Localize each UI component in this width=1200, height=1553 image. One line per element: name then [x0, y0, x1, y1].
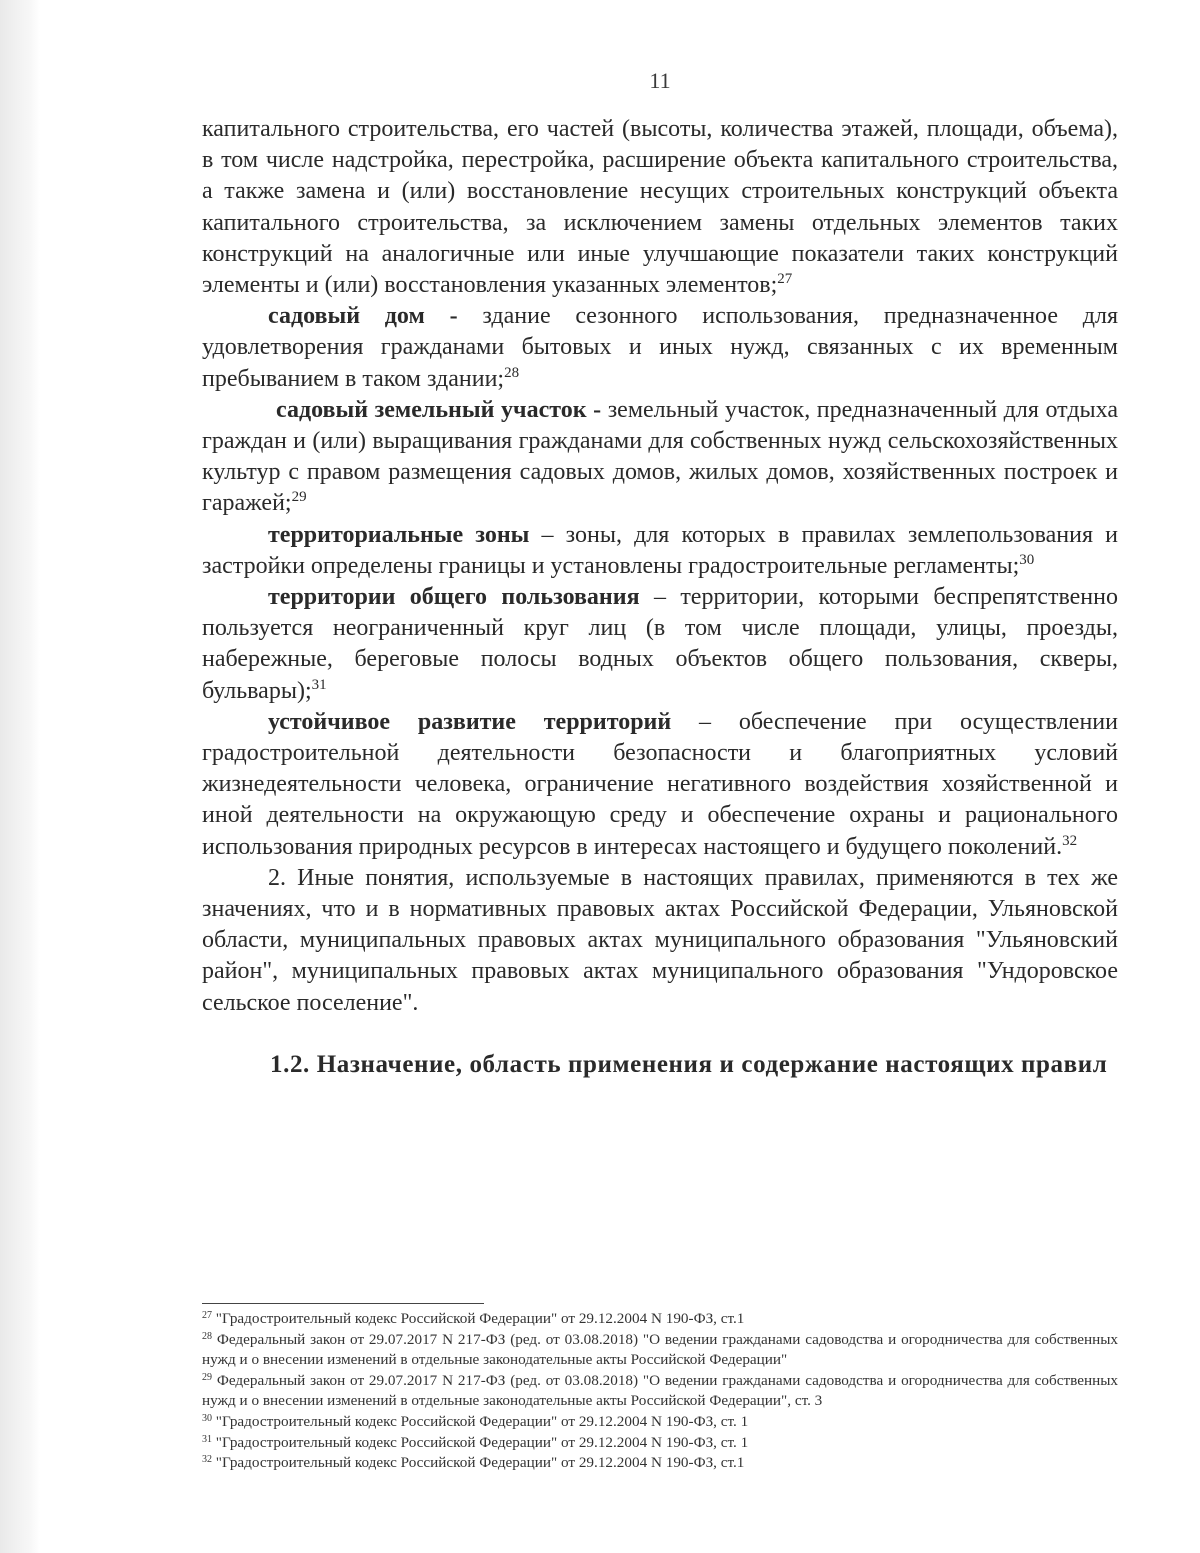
footnote-text: Федеральный закон от 29.07.2017 N 217-ФЗ (ред. от 03.08.2018) "О ведении гражданами садоводства и огородничества для собственных нужд и о внесении изменений в отдельные законодательные акты Российской Федерации" [202, 1330, 1118, 1369]
paragraph-text: 2. Иные понятия, используемые в настоящих правилах, применяются в тех же значениях, что и в нормативных правовых актах Российской Федерации, Ульяновской области, муниципальных правовых актах муниципального образования "Ульяновский район", муниципальных правовых актах муниципального образования "Ундоровское сельское поселение". [202, 864, 1118, 1016]
definition-term: территориальные зоны [268, 521, 530, 548]
footnote-ref[interactable]: 31 [311, 676, 327, 693]
definition-text: земельный участок, предназначенный для отдыха граждан и (или) выращивания гражданами для собственных нужд сельскохозяйственных культур с правом размещения садовых домов, жилых домов, хозяйственных построек и гаражей; [202, 396, 1118, 517]
footnote-number: 28 [202, 1330, 212, 1342]
footnote-ref[interactable]: 32 [1062, 832, 1078, 849]
definition-term: территории общего пользования [268, 584, 640, 611]
footnote-ref[interactable]: 28 [504, 364, 520, 381]
paragraph-continuation [202, 114, 1118, 301]
scan-edge-shadow [0, 0, 40, 1553]
paragraph-other-concepts [202, 863, 1118, 1019]
definition-territorial-zones [202, 520, 1118, 582]
definition-text: – территории, которыми беспрепятственно пользуется неограниченный круг лиц (в том числе площади, улицы, проезды, набережные, береговые полосы водных объектов общего пользования, скверы, бульвары); [202, 584, 1118, 704]
footnote-item [202, 1412, 1118, 1433]
footnote-text: "Градостроительный кодекс Российской Федерации" от 29.12.2004 N 190-ФЗ, ст. 1 [212, 1433, 749, 1451]
section-heading: 1.2. Назначение, область применения и содержание настоящих правил [270, 1050, 1108, 1078]
definition-text: – зоны, для которых в правилах землепользования и застройки определены границы и установлены градостроительные регламенты; [202, 521, 1118, 579]
footnote-number: 32 [202, 1454, 212, 1466]
definition-text: здание сезонного использования, предназначенное для удовлетворения гражданами бытовых и иных нужд, связанных с их временным пребыванием в таком здании; [202, 303, 1118, 392]
paragraph-text: капитального строительства, его частей (высоты, количества этажей, площади, объема), в том числе надстройка, перестройка, расширение объекта капитального строительства, а также замена и (или) восстановление несущих строительных конструкций объекта капитального строительства, за исключением замены отдельных элементов таких конструкций на аналогичные или иные улучшающие показатели таких конструкций элементы и (или) восстановления указанных элементов; [202, 116, 1118, 299]
footnote-text: "Градостроительный кодекс Российской Федерации" от 29.12.2004 N 190-ФЗ, ст. 1 [212, 1412, 749, 1430]
footnote-item [202, 1453, 1118, 1474]
definition-sustainable-development [202, 707, 1118, 863]
definition-garden-plot [202, 395, 1118, 520]
footnote-number: 31 [202, 1433, 212, 1445]
definition-term: садовый земельный участок - [276, 396, 602, 423]
definition-term: садовый дом - [268, 303, 458, 330]
footnote-ref[interactable]: 27 [777, 271, 793, 288]
footnotes [202, 1309, 1118, 1474]
footnote-item [202, 1371, 1118, 1412]
footnote-item [202, 1309, 1118, 1330]
footnote-number: 30 [202, 1412, 212, 1424]
document-body [202, 114, 1118, 1081]
definition-term: устойчивое развитие территорий [268, 708, 672, 735]
footnote-divider [202, 1303, 484, 1304]
footnote-item [202, 1330, 1118, 1371]
page-number: 11 [649, 68, 671, 93]
footnote-item [202, 1433, 1118, 1454]
footnote-number: 29 [202, 1371, 212, 1383]
definition-garden-house [202, 301, 1118, 395]
definition-text: – обеспечение при осуществлении градостроительной деятельности безопасности и благоприятных условий жизнедеятельности человека, ограничение негативного воздействия хозяйственной и иной деятельности на окружающую среду и обеспечение охраны и рационального использования природных ресурсов в интересах настоящего и будущего поколений. [202, 708, 1118, 860]
definition-public-territories [202, 582, 1118, 707]
footnote-text: Федеральный закон от 29.07.2017 N 217-ФЗ (ред. от 03.08.2018) "О ведении гражданами садоводства и огородничества для собственных нужд и о внесении изменений в отдельные законодательные акты Российской Федерации", ст. 3 [202, 1371, 1118, 1410]
footnote-text: "Градостроительный кодекс Российской Федерации" от 29.12.2004 N 190-ФЗ, ст.1 [212, 1310, 745, 1327]
footnote-ref[interactable]: 30 [1019, 551, 1035, 568]
footnote-ref[interactable]: 29 [291, 489, 307, 506]
footnote-text: "Градостроительный кодекс Российской Федерации" от 29.12.2004 N 190-ФЗ, ст.1 [212, 1454, 745, 1472]
footnote-number: 27 [202, 1310, 212, 1321]
